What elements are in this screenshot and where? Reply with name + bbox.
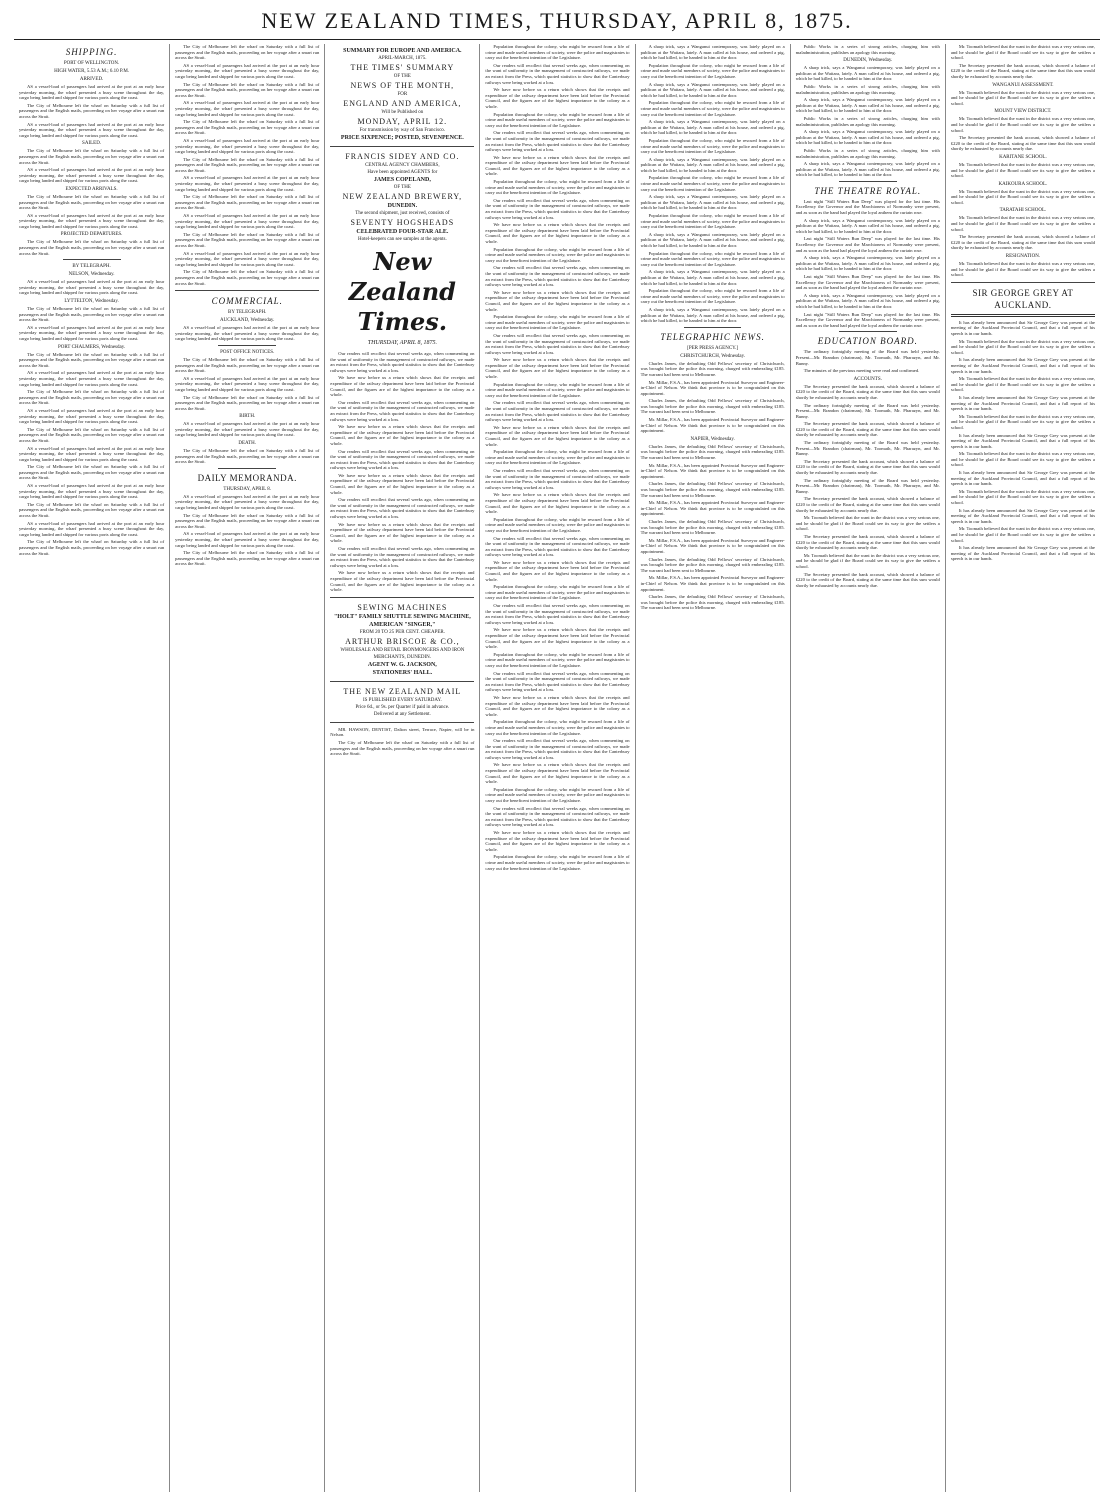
news-para: Population throughout the colony, who might be rescued from a life of crime and made useful members of society, were the police and magistrates to carry out the beneficent intention of the Legislature. [640, 137, 785, 155]
news-para: The City of Melbourne left the wharf on Saturday with a full list of passengers and the English mails, proceeding on her voyage after a smart run across the Strait. [175, 119, 320, 136]
leader-para: Our readers will recollect that several weeks ago, when commenting on the want of uniformity in the management of constructed railways, we made an extract from the Press, which quoted statistics to show that the Canterbury railways were being worked at a loss. [485, 603, 630, 625]
grey-para: Mr. Toomath believed that the want in the district was a very serious one, and he should be glad if the Board could see its way to give the settlers a school. [950, 526, 1095, 543]
news-para: A sharp trick, says a Wanganui contemporary, was lately played on a publican at the Waitara, lately. A man called at his house, and ordered a pig, which he had killed, to be handed to him at the door. [640, 269, 785, 286]
grey-para: It has already been announced that Sir George Grey was present at the meeting of the Auckland Provincial Council, and that a full report of his speech is in our hands. [950, 507, 1095, 524]
mail-price: Price 6d., or 9s. per Quarter if paid in advance. [355, 704, 450, 710]
education-para: Mr. Toomath believed that the want in the district was a very serious one, and he should be glad if the Board could see its way to give the settlers a school. [950, 161, 1095, 179]
news-para: The City of Melbourne left the wharf on Saturday with a full list of passengers and the English mails, proceeding on her voyage after a smart run across the Strait. [175, 269, 320, 286]
briscoe-line: WHOLESALE AND RETAIL IRONMONGERS AND IRON MERCHANTS, DUNEDIN. [340, 647, 465, 660]
shipping-para: AS a vessel-load of passengers had arrived at the port at an early hour yesterday morning, the wharf presented a busy scene throughout the day, cargo being landed and shipped for various ports along the coast. [19, 324, 165, 341]
news-para: A sharp trick, says a Wanganui contemporary, was lately played on a publican at the Waitara, lately. A man called at his house, and ordered a pig, which he had killed, to be handed to him at the door. [795, 129, 940, 146]
shipping-title: SHIPPING. [65, 47, 118, 57]
leader-date: THURSDAY, APRIL 8, 1875. [367, 340, 437, 346]
post-para: AS a vessel-load of passengers had arrived at the port at an early hour yesterday morning, the wharf presented a busy scene throughout the day, cargo being landed and shipped for various ports along the coast. [175, 375, 320, 392]
sewing-singer: AMERICAN "SINGER," [369, 621, 436, 628]
dunedin-text: DUNEDIN. [387, 203, 418, 209]
news-para: A sharp trick, says a Wanganui contemporary, was lately played on a publican at the Waitara, lately. A man called at his house, and ordered a pig, which he had killed, to be handed to him at the door. [640, 231, 785, 248]
summary-advert [330, 47, 474, 142]
ale-note: Hotel-keepers can see samples at the agents. [357, 237, 447, 242]
divider [330, 597, 474, 598]
leader-para: Our readers will recollect that several weeks ago, when commenting on the want of uniformity in the management of constructed railways, we made an extract from the Press, which quoted statistics to show that the Canterbury railways were being worked at a loss. [485, 332, 630, 355]
news-para: A sharp trick, says a Wanganui contemporary, was lately played on a publican at the Waitara, lately. A man called at his house, and ordered a pig, which he had killed, to be handed to him at the door. [640, 119, 785, 136]
divider [684, 327, 742, 328]
theatre-title: THE THEATRE ROYAL. [814, 185, 922, 196]
brewery-name: NEW ZEALAND BREWERY, [342, 192, 463, 201]
arrived-heading: ARRIVED. [79, 77, 104, 82]
news-para: The City of Melbourne left the wharf on Saturday with a full list of passengers and the English mails, proceeding on her voyage after a smart run across the Strait. [175, 44, 320, 61]
grey-para: Mr. Toomath believed that the want in the district was a very serious one, and he should be glad if the Board could see its way to give the settlers a school. [950, 488, 1095, 506]
news-para: The City of Melbourne left the wharf on Saturday with a full list of passengers and the English mails, proceeding on her voyage after a smart run across the Strait. [175, 512, 320, 529]
leader-para: Population throughout the colony, who might be rescued from a life of crime and made useful members of society, were the police and magistrates to carry out the beneficent intention of the Legislature. [485, 584, 630, 601]
telegram-para: Charles James, the defaulting Odd Fellows' secretary of Christchurch, was brought before the police this morning, charged with embezzling £185. The warrant had been sent to Melbourne. [640, 556, 785, 573]
news-para: A sharp trick, says a Wanganui contemporary, was lately played on a publican at the Waitara, lately. A man called at his house, and ordered a pig, which he had killed, to be handed to him at the door. [640, 194, 785, 211]
leader-para: Population throughout the colony, who might be rescued from a life of crime and made useful members of society, were the police and magistrates to carry out the beneficent intention of the Legislature. [485, 449, 630, 466]
leader-para: Our readers will recollect that several weeks ago, when commenting on the want of uniformity in the management of constructed railways, we made an extract from the Press, which quoted statistics to show that the Canterbury railways were being worked at a loss. [485, 805, 630, 828]
shipping-para: The City of Melbourne left the wharf on Saturday with a full list of passengers and the English mails, proceeding on her voyage after a smart run across the Strait. [19, 351, 165, 368]
news-para: Population throughout the colony, who might be rescued from a life of crime and made useful members of society, were the police and magistrates to carry out the beneficent intention of the Legislature. [640, 250, 785, 267]
telegram-para: Mr. Millar, F.S.A., has been appointed Provincial Surveyor and Engineer-in-Chief of Nelson. We think that province is to be congratulated on this appointment. [640, 500, 785, 517]
mail-title: THE NEW ZEALAND MAIL [343, 686, 462, 696]
sewing-brand: "HOLT" FAMILY SHUTTLE SEWING MACHINE, [333, 613, 471, 620]
divider [951, 282, 1095, 283]
mail-advert [330, 686, 474, 718]
karitane-heading: KARITANE SCHOOL. [999, 154, 1047, 160]
news-para: Public Works in a series of strong articles, charging him with maladministration, publishes an apology this morning. [795, 147, 940, 159]
sailed-heading: SAILED. [82, 141, 102, 147]
news-para: A sharp trick, says a Wanganui contemporary, was lately played on a publican at the Waitara, lately. A man called at his house, and ordered a pig, which he had killed, to be handed to him at the door. [795, 97, 940, 114]
divider [839, 181, 897, 182]
leader-para: Our readers will recollect that several weeks ago, when commenting on the want of uniformity in the management of constructed railways, we made an extract from the Press, which quoted statistics to show that the Canterbury railways were being worked at a loss. [485, 197, 630, 220]
telegram-para: Charles James, the defaulting Odd Fellows' secretary of Christchurch, was brought before the police this morning, charged with embezzling £185. The warrant had been sent to Melbourne. [640, 594, 785, 611]
memoranda-title: DAILY MEMORANDA. [197, 472, 297, 483]
leader-para: We have now before us a return which shows that the receipts and expenditure of the railway department have been laid before the Provincial Council, and the figures are of the highest importance to the colony as a whole. [485, 222, 630, 244]
grey-para: It has already been announced that Sir George Grey was present at the meeting of the Auckland Provincial Council, and that a full report of his speech is in our hands. [950, 432, 1095, 449]
column-news [635, 44, 790, 1492]
leader-para: Our readers will recollect that several weeks ago, when commenting on the want of uniformity in the management of constructed railways, we made an extract from the Press, which quoted statistics to show that the Canterbury railways were being worked at a loss. [485, 535, 630, 558]
hogsheads-text: SEVENTY HOGSHEADS [350, 218, 455, 227]
column-adverts [324, 44, 479, 1492]
telegram-para: Mr. Millar, F.S.A., has been appointed Provincial Surveyor and Engineer-in-Chief of Nelson. We think that province is to be congratulated on this appointment. [640, 537, 785, 554]
leader-para: Our readers will recollect that several weeks ago, when commenting on the want of uniformity in the management of constructed railways, we made an extract from the Press, which quoted statistics to show that the Canterbury railways were being worked at a loss. [485, 130, 630, 153]
shipping-para: The City of Melbourne left the wharf on Saturday with a full list of passengers and the English mails, proceeding on her voyage after a smart run across the Strait. [19, 539, 165, 556]
education-para: The Secretary presented the bank account, which showed a balance of £220 to the credit of the Board, stating at the same time that this sum would shortly be exhausted by accounts nearly due. [795, 421, 940, 438]
transmission-text: For transmission by way of San Francisco. [359, 128, 446, 133]
briscoe-name: ARTHUR BRISCOE & CO., [345, 636, 460, 646]
shipping-para: The City of Melbourne left the wharf on Saturday with a full list of passengers and the English mails, proceeding on her voyage after a smart run across the Strait. [19, 102, 165, 119]
news-para: Population throughout the colony, who might be rescued from a life of crime and made useful members of society, were the police and magistrates to carry out the beneficent intention of the Legislature. [640, 175, 785, 192]
sidey-line: CENTRAL AGENCY CHAMBERS, [365, 163, 440, 168]
commercial-place: AUCKLAND, Wednesday. [220, 318, 275, 324]
shipping-para: AS a vessel-load of passengers had arrived at the port at an early hour yesterday morning, the wharf presented a busy scene throughout the day, cargo being landed and shipped for various ports along the coast. [19, 445, 165, 462]
chalmers-dateline: PORT CHALMERS, Wednesday. [58, 344, 126, 350]
news-of-month: NEWS OF THE MONTH, [350, 81, 455, 90]
theatre-para: Last night "Still Waters Run Deep" was played for the last time. His Excellency the Governor and the Marchioness of Normanby were present, and as soon as the band had played the loyal anthem the curtain rose. [795, 198, 940, 216]
mail-line: IS PUBLISHED EVERY SATURDAY. [362, 697, 442, 703]
education-para: Mr. Toomath believed that the want in the district was a very serious one, and he should be glad if the Board could see its way to give the settlers a school. [795, 552, 940, 569]
copeland-name: JAMES COPELAND, [373, 177, 431, 183]
wanganui-heading: WANGANUI ASSESSMENT. [992, 82, 1054, 88]
leader-para: Population throughout the colony, who might be rescued from a life of crime and made useful members of society, were the police and magistrates to carry out the beneficent intention of the Legislature. [485, 719, 630, 736]
jackson-agent: AGENT W. G. JACKSON, [367, 661, 437, 668]
education-para: The ordinary fortnightly meeting of the Board was held yesterday. Present—Mr. Brandon (chairman), Mr. Toomath, Mr. Pharazyn, and Mr. Bunny. [795, 440, 940, 457]
projected-heading: PROJECTED DEPARTURES. [60, 232, 123, 238]
news-para: AS a vessel-load of passengers had arrived at the port at an early hour yesterday morning, the wharf presented a busy scene throughout the day, cargo being landed and shipped for various ports along the coast. [175, 213, 320, 230]
leader-para: Our readers will recollect that several weeks ago, when commenting on the want of uniformity in the management of constructed railways, we made an extract from the Press, which quoted statistics to show that the Canterbury railways were being worked at a loss. [485, 400, 630, 423]
kaikoura-heading: KAIKOURA SCHOOL. [998, 181, 1048, 187]
shipment-text: The second shipment, just received, consists of [355, 211, 450, 216]
leader-para: We have now before us a return which shows that the receipts and expenditure of the railway department have been laid before the Provincial Council, and the figures are of the highest importance to the colony as a whole. [485, 289, 630, 312]
grey-para: Mr. Toomath believed that the want in the district was a very serious one, and he should be glad if the Board could see its way to give the settlers a school. [950, 451, 1095, 468]
education-para: Mr. Toomath believed that the want in the district was a very serious one, and he should be glad if the Board could see its way to give the settlers a school. [950, 261, 1095, 278]
sidey-advert [330, 151, 474, 243]
leader-para: We have now before us a return which shows that the receipts and expenditure of the railway department have been laid before the Provincial Council, and the figures are of the highest importance to the colony as a whole. [485, 830, 630, 852]
education-para: The Secretary presented the bank account, which showed a balance of £220 to the credit of the Board, stating at the same time that this sum would shortly be exhausted by accounts nearly due. [795, 458, 940, 476]
leader-para: We have now before us a return which shows that the receipts and expenditure of the railway department have been laid before the Provincial Council, and the figures are of the highest importance to the colony as a whole. [485, 154, 630, 177]
news-para: AS a vessel-load of passengers had arrived at the port at an early hour yesterday morning, the wharf presented a busy scene throughout the day, cargo being landed and shipped for various ports along the coast. [175, 62, 320, 79]
memoranda-para: AS a vessel-load of passengers had arrived at the port at an early hour yesterday morning, the wharf presented a busy scene throughout the day, cargo being landed and shipped for various ports along the coast. [175, 493, 320, 511]
education-para: Mr. Toomath believed that the want in the district was a very serious one, and he should be glad if the Board could see its way to give the settlers a school. [950, 188, 1095, 205]
times-summary: THE TIMES' SUMMARY [350, 63, 455, 72]
column-shipping [14, 44, 169, 1492]
telegram-para: Charles James, the defaulting Odd Fellows' secretary of Christchurch, was brought before the police this morning, charged with embezzling £185. The warrant had been sent to Melbourne. [640, 518, 785, 536]
leader-para: Our readers will recollect that several weeks ago, when commenting on the want of uniformity in the management of constructed railways, we made an extract from the Press, which quoted statistics to show that the Canterbury railways were being worked at a loss. [485, 467, 630, 490]
summary-title: SUMMARY FOR EUROPE AND AMERICA. [343, 48, 462, 54]
leader-para: Our readers will recollect that several weeks ago, when commenting on the want of uniformity in the management of constructed railways, we made an extract from the Press, which quoted statistics to show that the Canterbury railways were being worked at a loss. [485, 62, 630, 85]
leader-para: Population throughout the colony, who might be rescued from a life of crime and made useful members of society, were the police and magistrates to carry out the beneficent intention of the Legislature. [485, 246, 630, 263]
sidey-agents: Have been appointed AGENTS for [367, 170, 438, 175]
shipping-para: AS a vessel-load of passengers had arrived at the port at an early hour yesterday morning, the wharf presented a busy scene throughout the day, cargo being landed and shipped for various ports along the coast. [19, 520, 165, 537]
telegram-para: Charles James, the defaulting Odd Fellows' secretary of Christchurch, was brought before the police this morning, charged with embezzling £185. The warrant had been sent to Melbourne. [640, 481, 785, 498]
theatre-para: A sharp trick, says a Wanganui contemporary, was lately played on a publican at the Waitara, lately. A man called at his house, and ordered a pig, which he had killed, to be handed to him at the door. [795, 292, 940, 309]
education-para: The ordinary fortnightly meeting of the Board was held yesterday. Present—Mr. Brandon (chairman), Mr. Toomath, Mr. Pharazyn, and Mr. Bunny. [795, 349, 940, 366]
birth-heading: BIRTH. [239, 414, 256, 420]
for-text: FOR [397, 92, 408, 97]
published-text: Will be Published on [381, 110, 424, 115]
christchurch-dateline: CHRISTCHURCH, Wednesday. [680, 353, 746, 359]
resignation-heading: RESIGNATION. [1005, 254, 1041, 260]
sewing-title: SEWING MACHINES [357, 602, 448, 612]
telegram-para: Mr. Millar, F.S.A., has been appointed Provincial Surveyor and Engineer-in-Chief of Nelson. We think that province is to be congratulated on this appointment. [640, 417, 785, 434]
sewing-price: FROM 20 TO 25 PER CENT. CHEAPER. [359, 629, 445, 635]
shipping-para: The City of Melbourne left the wharf on Saturday with a full list of passengers and the English mails, proceeding on her voyage after a smart run across the Strait. [19, 148, 165, 165]
leader-para: Population throughout the colony, who might be rescued from a life of crime and made useful members of society, were the police and magistrates to carry out the beneficent intention of the Legislature. [485, 111, 630, 128]
shipping-para: AS a vessel-load of passengers had arrived at the port at an early hour yesterday morning, the wharf presented a busy scene throughout the day, cargo being landed and shipped for various ports along the coast. [19, 84, 165, 101]
theatre-para: A sharp trick, says a Wanganui contemporary, was lately played on a publican at the Waitara, lately. A man called at his house, and ordered a pig, which he had killed, to be handed to him at the door. [795, 217, 940, 234]
shipping-para: The City of Melbourne left the wharf on Saturday with a full list of passengers and the English mails, proceeding on her voyage after a smart run across the Strait. [19, 464, 165, 481]
divider [839, 331, 897, 332]
leader-para: Our readers will recollect that several weeks ago, when commenting on the want of uniformity in the management of constructed railways, we made an extract from the Press, which quoted statistics to show that the Canterbury railways were being worked at a loss. [330, 399, 475, 422]
news-para: A sharp trick, says a Wanganui contemporary, was lately played on a publican at the Waitara, lately. A man called at his house, and ordered a pig, which he had killed, to be handed to him at the door. [640, 156, 785, 173]
shipping-para: AS a vessel-load of passengers had arrived at the port at an early hour yesterday morning, the wharf presented a busy scene throughout the day, cargo being landed and shipped for various ports along the coast. [19, 167, 165, 184]
leader-para: We have now before us a return which shows that the receipts and expenditure of the railway department have been laid before the Provincial Council, and the figures are of the highest importance to the colony as a whole. [485, 87, 630, 109]
theatre-para: A sharp trick, says a Wanganui contemporary, was lately played on a publican at the Waitara, lately. A man called at his house, and ordered a pig, which he had killed, to be handed to him at the door. [795, 255, 940, 272]
grey-para: It has already been announced that Sir George Grey was present at the meeting of the Auckland Provincial Council, and that a full report of his speech is in our hands. [950, 394, 1095, 412]
divider [218, 468, 276, 469]
publish-date: MONDAY, APRIL 12. [357, 117, 448, 126]
news-para: Public Works in a series of strong articles, charging him with maladministration, publishes an apology this morning. [795, 44, 940, 55]
post-para: The City of Melbourne left the wharf on Saturday with a full list of passengers and the English mails, proceeding on her voyage after a smart run across the Strait. [175, 356, 320, 374]
leader-para: We have now before us a return which shows that the receipts and expenditure of the railway department have been laid before the Provincial Council, and the figures are of the highest importance to the colony as a whole. [485, 357, 630, 380]
post-para: The City of Melbourne left the wharf on Saturday with a full list of passengers and the English mails, proceeding on her voyage after a smart run across the Strait. [175, 394, 320, 411]
mail-delivered: Delivered at any Settlement. [373, 711, 431, 717]
grey-para: Mr. Toomath believed that the want in the district was a very serious one, and he should be glad if the Board could see its way to give the settlers a school. [950, 338, 1095, 355]
telegram-para: Charles James, the defaulting Odd Fellows' secretary of Christchurch, was brought before the police this morning, charged with embezzling £185. The warrant had been sent to Melbourne. [640, 443, 785, 461]
education-para: The Secretary presented the bank account, which showed a balance of £220 to the credit of the Board, stating at the same time that this sum would shortly be exhausted by accounts nearly due. [795, 533, 940, 551]
grey-para: Mr. Toomath believed that the want in the district was a very serious one, and he should be glad if the Board could see its way to give the settlers a school. [950, 413, 1095, 430]
grey-para: It has already been announced that Sir George Grey was present at the meeting of the Auckland Provincial Council, and that a full report of his speech is in our hands. [950, 545, 1095, 562]
shipping-para: AS a vessel-load of passengers had arrived at the port at an early hour yesterday morning, the wharf presented a busy scene throughout the day, cargo being landed and shipped for various ports along the coast. [19, 483, 165, 500]
grey-para: It has already been announced that Sir George Grey was present at the meeting of the Auckland Provincial Council, and that a full report of his speech is in our hands. [950, 357, 1095, 374]
news-para: Population throughout the colony, who might be rescued from a life of crime and made useful members of society, were the police and magistrates to carry out the beneficent intention of the Legislature. [640, 100, 785, 117]
sewing-advert [330, 602, 474, 677]
shipping-para: AS a vessel-load of passengers had arrived at the port at an early hour yesterday morning, the wharf presented a busy scene throughout the day, cargo being landed and shipped for various ports along the coast. [19, 121, 165, 138]
news-para: A sharp trick, says a Wanganui contemporary, was lately played on a publican at the Waitara, lately. A man called at his house, and ordered a pig, which he had killed, to be handed to him at the door. [640, 81, 785, 98]
leader-para: We have now before us a return which shows that the receipts and expenditure of the railway department have been laid before the Provincial Council, and the figures are of the highest importance to the colony as a whole. [330, 521, 475, 544]
commercial-sub: BY TELEGRAPH. [228, 310, 267, 316]
theatre-para: Last night "Still Waters Run Deep" was played for the last time. His Excellency the Governor and the Marchioness of Normanby were present, and as soon as the band had played the loyal anthem the curtain rose. [795, 274, 940, 291]
price-text: PRICE SIXPENCE; POSTED, SEVENPENCE. [340, 135, 464, 141]
of-the-nz: OF THE [393, 185, 411, 190]
divider [330, 722, 474, 723]
leader-para: Our readers will recollect that several weeks ago, when commenting on the want of uniformity in the management of constructed railways, we made an extract from the Press, which quoted statistics to show that the Canterbury railways were being worked at a loss. [330, 546, 475, 568]
lyttelton-dateline: LYTTELTON, Wednesday. [64, 299, 119, 305]
shipping-para: AS a vessel-load of passengers had arrived at the port at an early hour yesterday morning, the wharf presented a busy scene throughout the day, cargo being landed and shipped for various ports along the coast. [19, 370, 165, 387]
telegram-para: Mr. Millar, F.S.A., has been appointed Provincial Surveyor and Engineer-in-Chief of Nelson. We think that province is to be congratulated on this appointment. [640, 575, 785, 592]
education-para: The Secretary presented the bank account, which showed a balance of £220 to the credit of the Board, stating at the same time that this sum would shortly be exhausted by accounts nearly due. [795, 571, 940, 588]
commercial-para: AS a vessel-load of passengers had arrived at the port at an early hour yesterday morning, the wharf presented a busy scene throughout the day, cargo being landed and shipped for various ports along the coast. [175, 325, 320, 342]
death-para: The City of Melbourne left the wharf on Saturday with a full list of passengers and the English mails, proceeding on her voyage after a smart run across the Strait. [175, 448, 320, 465]
column-leader [479, 44, 634, 1492]
shipping-para: The City of Melbourne left the wharf on Saturday with a full list of passengers and the English mails, proceeding on her voyage after a smart run across the Strait. [19, 306, 165, 323]
leader-para: We have now before us a return which shows that the receipts and expenditure of the railway department have been laid before the Provincial Council, and the figures are of the highest importance to the colony as a whole. [485, 492, 630, 515]
column-theatre [790, 44, 945, 1492]
dunedin-dateline: DUNEDIN, Wednesday. [843, 58, 893, 64]
nameplate: New Zealand Times. [348, 247, 456, 336]
telegraph-heading: BY TELEGRAPH. [72, 264, 111, 270]
sidey-name: FRANCIS SIDEY AND CO. [345, 152, 460, 161]
column-education [945, 44, 1100, 1492]
of-the: OF THE [393, 74, 411, 79]
news-para: Population throughout the colony, who might be rescued from a life of crime and made useful members of society, were the police and magistrates to carry out the beneficent intention of the Legislature. [640, 213, 785, 230]
news-para: A sharp trick, says a Wanganui contemporary, was lately played on a publican at the Waitara, lately. A man called at his house, and ordered a pig, which he had killed, to be handed to him at the door. [640, 44, 785, 61]
news-para: Population throughout the colony, who might be rescued from a life of crime and made useful members of society, were the police and magistrates to carry out the beneficent intention of the Legislature. [640, 288, 785, 305]
leader-para: Population throughout the colony, who might be rescued from a life of crime and made useful members of society, were the police and magistrates to carry out the beneficent intention of the Legislature. [485, 854, 630, 871]
shipping-para: AS a vessel-load of passengers had arrived at the port at an early hour yesterday morning, the wharf presented a busy scene throughout the day, cargo being landed and shipped for various ports along the coast. [19, 279, 165, 296]
news-para: The City of Melbourne left the wharf on Saturday with a full list of passengers and the English mails, proceeding on her voyage after a smart run across the Strait. [175, 194, 320, 211]
leader-para: We have now before us a return which shows that the receipts and expenditure of the railway department have been laid before the Provincial Council, and the figures are of the highest importance to the colony as a whole. [330, 472, 475, 495]
education-para: The Secretary presented the bank account, which showed a balance of £220 to the credit of the Board, stating at the same time that this sum would shortly be exhausted by accounts nearly due. [950, 62, 1095, 79]
columns [14, 44, 1100, 1492]
news-para: AS a vessel-load of passengers had arrived at the port at an early hour yesterday morning, the wharf presented a busy scene throughout the day, cargo being landed and shipped for various ports along the coast. [175, 100, 320, 117]
leader-para: We have now before us a return which shows that the receipts and expenditure of the railway department have been laid before the Provincial Council, and the figures are of the highest importance to the colony as a whole. [485, 762, 630, 785]
divider [330, 146, 474, 147]
commercial-title: COMMERCIAL. [211, 296, 283, 307]
leader-para: Our readers will recollect that several weeks ago, when commenting on the want of uniformity in the management of constructed railways, we made an extract from the Press, which quoted statistics to show that the Canterbury railways were being worked at a loss. [330, 351, 475, 373]
shipping-para: The City of Melbourne left the wharf on Saturday with a full list of passengers and the English mails, proceeding on her voyage after a smart run across the Strait. [19, 193, 165, 211]
death-heading: DEATH. [238, 441, 257, 447]
leader-para: Population throughout the colony, who might be rescued from a life of crime and made useful members of society, were the police and magistrates to carry out the beneficent intention of the Legislature. [485, 786, 630, 804]
education-para: Mr. Toomath believed that the want in the district was a very serious one, and he should be glad if the Board could see its way to give the settlers a school. [950, 215, 1095, 232]
shipping-para: The City of Melbourne left the wharf on Saturday with a full list of passengers and the English mails, proceeding on her voyage after a smart run across the Strait. [19, 239, 165, 256]
education-para: The Secretary presented the bank account, which showed a balance of £220 to the credit of the Board, stating at the same time that this sum would shortly be exhausted by accounts nearly due. [950, 234, 1095, 251]
memoranda-date: THURSDAY, APRIL 8. [223, 486, 272, 492]
shipping-para: AS a vessel-load of passengers had arrived at the port at an early hour yesterday morning, the wharf presented a busy scene throughout the day, cargo being landed and shipped for various ports along the coast. [19, 407, 165, 425]
leader-para: We have now before us a return which shows that the receipts and expenditure of the railway department have been laid before the Provincial Council, and the figures are of the highest importance to the colony as a whole. [485, 694, 630, 717]
theatre-para: Last night "Still Waters Run Deep" was played for the last time. His Excellency the Governor and the Marchioness of Normanby were present, and as soon as the band had played the loyal anthem the curtain rose. [795, 236, 940, 253]
ale-text: CELEBRATED FOUR-STAR ALE. [356, 229, 449, 235]
leader-para: Our readers will recollect that several weeks ago, when commenting on the want of uniformity in the management of constructed railways, we made an extract from the Press, which quoted statistics to show that the Canterbury railways were being worked at a loss. [485, 738, 630, 760]
news-para: Public Works in a series of strong articles, charging him with maladministration, publishes an apology this morning. [795, 83, 940, 95]
stationers-hall: STATIONERS' HALL. [372, 669, 433, 676]
tarata-heading: TARATAHI SCHOOL. [999, 208, 1047, 214]
nelson-dateline: NELSON, Wednesday. [68, 272, 115, 278]
leader-para: Population throughout the colony, who might be rescued from a life of crime and made useful members of society, were the police and magistrates to carry out the beneficent intention of the Legislature. [485, 44, 630, 61]
education-para: The ordinary fortnightly meeting of the Board was held yesterday. Present—Mr. Brandon (chairman), Mr. Toomath, Mr. Pharazyn, and Mr. Bunny. [795, 477, 940, 494]
leader-para: Population throughout the colony, who might be rescued from a life of crime and made useful members of society, were the police and magistrates to carry out the beneficent intention of the Legislature. [485, 651, 630, 668]
telegram-para: Mr. Millar, F.S.A., has been appointed Provincial Surveyor and Engineer-in-Chief of Nelson. We think that province is to be congratulated on this appointment. [640, 462, 785, 479]
news-para: The City of Melbourne left the wharf on Saturday with a full list of passengers and the English mails, proceeding on her voyage after a smart run across the Strait. [175, 81, 320, 98]
education-para: The Secretary presented the bank account, which showed a balance of £220 to the credit of the Board, stating at the same time that this sum would shortly be exhausted by accounts nearly due. [950, 135, 1095, 152]
education-para: The minutes of the previous meeting were read and confirmed. [803, 368, 920, 374]
leader-para: We have now before us a return which shows that the receipts and expenditure of the railway department have been laid before the Provincial Council, and the figures are of the highest importance to the colony as a whole. [330, 424, 475, 446]
shipping-para: AS a vessel-load of passengers had arrived at the port at an early hour yesterday morning, the wharf presented a busy scene throughout the day, cargo being landed and shipped for various ports along the coast. [19, 212, 165, 229]
port-name: PORT OF WELLINGTON. [63, 61, 120, 66]
education-para: Mr. Toomath believed that the want in the district was a very serious one, and he should be glad if the Board could see its way to give the settlers a school. [950, 44, 1095, 61]
leader-para: We have now before us a return which shows that the receipts and expenditure of the railway department have been laid before the Provincial Council, and the figures are of the highest importance to the colony as a whole. [485, 424, 630, 447]
news-para: AS a vessel-load of passengers had arrived at the port at an early hour yesterday morning, the wharf presented a busy scene throughout the day, cargo being landed and shipped for various ports along the coast. [175, 250, 320, 267]
news-para: AS a vessel-load of passengers had arrived at the port at an early hour yesterday morning, the wharf presented a busy scene throughout the day, cargo being landed and shipped for various ports along the coast. [175, 175, 320, 192]
leader-para: We have now before us a return which shows that the receipts and expenditure of the railway department have been laid before the Provincial Council, and the figures are of the highest importance to the colony as a whole. [330, 375, 475, 398]
education-para: Mr. Toomath believed that the want in the district was a very serious one, and he should be glad if the Board could see its way to give the settlers a school. [950, 116, 1095, 133]
leader-para: Our readers will recollect that several weeks ago, when commenting on the want of uniformity in the management of constructed railways, we made an extract from the Press, which quoted statistics to show that the Canterbury railways were being worked at a loss. [330, 497, 475, 520]
grey-para: It has already been announced that Sir George Grey was present at the meeting of the Auckland Provincial Council, and that a full report of his speech is in our hands. [950, 319, 1095, 336]
shipping-para: The City of Melbourne left the wharf on Saturday with a full list of passengers and the English mails, proceeding on her voyage after a smart run across the Strait. [19, 426, 165, 443]
shipping-para: The City of Melbourne left the wharf on Saturday with a full list of passengers and the English mails, proceeding on her voyage after a smart run across the Strait. [19, 501, 165, 519]
education-para: Mr. Toomath believed that the want in the district was a very serious one, and he should be glad if the Board could see its way to give the settlers a school. [950, 89, 1095, 106]
news-para: A sharp trick, says a Wanganui contemporary, was lately played on a publican at the Waitara, lately. A man called at his house, and ordered a pig, which he had killed, to be handed to him at the door. [640, 306, 785, 324]
leader-para: Population throughout the colony, who might be rescued from a life of crime and made useful members of society, were the police and magistrates to carry out the beneficent intention of the Legislature. [485, 381, 630, 398]
news-para: A sharp trick, says a Wanganui contemporary, was lately played on a publican at the Waitara, lately. A man called at his house, and ordered a pig, which he had killed, to be handed to him at the door. [795, 65, 940, 82]
dentist-advert: MR. HAWSON, DENTIST, Dalton street, Terrace, Napier, will be in Nelson. [330, 726, 475, 738]
leader-para: Population throughout the colony, who might be rescued from a life of crime and made useful members of society, were the police and magistrates to carry out the beneficent intention of the Legislature. [485, 516, 630, 533]
post-office-heading: POST OFFICE NOTICES. [220, 349, 275, 355]
napier-dateline: NAPIER, Wednesday. [690, 436, 735, 442]
leader-para: We have now before us a return which shows that the receipts and expenditure of the railway department have been laid before the Provincial Council, and the figures are of the highest importance to the colony as a whole. [485, 627, 630, 650]
grey-title: SIR GEORGE GREY AT AUCKLAND. [972, 287, 1074, 310]
mount-view-heading: MOUNT VIEW DISTRICT. [994, 109, 1052, 115]
news-para: The City of Melbourne left the wharf on Saturday with a full list of passengers and the English mails, proceeding on her voyage after a smart run across the Strait. [175, 550, 320, 567]
divider [175, 290, 319, 291]
accounts-heading: ACCOUNTS. [853, 376, 882, 382]
england-america: ENGLAND AND AMERICA, [343, 99, 462, 108]
leader-para: Our readers will recollect that several weeks ago, when commenting on the want of uniformity in the management of constructed railways, we made an extract from the Press, which quoted statistics to show that the Canterbury railways were being worked at a loss. [330, 448, 475, 471]
telegram-para: Mr. Millar, F.S.A., has been appointed Provincial Surveyor and Engineer-in-Chief of Nelson. We think that province is to be congratulated on this appointment. [640, 379, 785, 396]
education-title: EDUCATION BOARD. [817, 336, 918, 347]
leader-para: Population throughout the colony, who might be rescued from a life of crime and made useful members of society, were the police and magistrates to carry out the beneficent intention of the Legislature. [485, 314, 630, 331]
divider [63, 259, 121, 260]
shipping-para: The City of Melbourne left the wharf on Saturday with a full list of passengers and the English mails, proceeding on her voyage after a smart run across the Strait. [19, 389, 165, 406]
leader-para: We have now before us a return which shows that the receipts and expenditure of the railway department have been laid before the Provincial Council, and the figures are of the highest importance to the colony as a whole. [485, 559, 630, 582]
summary-date: APRIL-MARCH, 1875. [378, 56, 427, 61]
theatre-para: Last night "Still Waters Run Deep" was played for the last time. His Excellency the Governor and the Marchioness of Normanby were present, and as soon as the band had played the loyal anthem the curtain rose. [795, 311, 940, 328]
news-para: Public Works in a series of strong articles, charging him with maladministration, publishes an apology this morning. [795, 115, 940, 127]
grey-para: Mr. Toomath believed that the want in the district was a very serious one, and he should be glad if the Board could see its way to give the settlers a school. [950, 376, 1095, 393]
expected-heading: EXPECTED ARRIVALS. [65, 186, 118, 192]
news-para: A sharp trick, says a Wanganui contemporary, was lately played on a publican at the Waitara, lately. A man called at his house, and ordered a pig, which he had killed, to be handed to him at the door. [795, 161, 940, 178]
news-para: The City of Melbourne left the wharf on Saturday with a full list of passengers and the English mails, proceeding on her voyage after a smart run across the Strait. [330, 739, 475, 757]
divider [218, 345, 276, 346]
press-agency: [PER PRESS AGENCY.] [687, 345, 739, 351]
telegraphic-title: TELEGRAPHIC NEWS. [660, 331, 765, 342]
leader-para: Our readers will recollect that several weeks ago, when commenting on the want of uniformity in the management of constructed railways, we made an extract from the Press, which quoted statistics to show that the Canterbury railways were being worked at a loss. [485, 670, 630, 693]
newspaper-page [14, 8, 1100, 1492]
telegram-para: Charles James, the defaulting Odd Fellows' secretary of Christchurch, was brought before the police this morning, charged with embezzling £185. The warrant had been sent to Melbourne. [640, 360, 785, 377]
birth-para: AS a vessel-load of passengers had arrived at the port at an early hour yesterday morning, the wharf presented a busy scene throughout the day, cargo being landed and shipped for various ports along the coast. [175, 421, 320, 438]
telegram-para: Charles James, the defaulting Odd Fellows' secretary of Christchurch, was brought before the police this morning, charged with embezzling £185. The warrant had been sent to Melbourne. [640, 398, 785, 415]
leader-para: Our readers will recollect that several weeks ago, when commenting on the want of uniformity in the management of constructed railways, we made an extract from the Press, which quoted statistics to show that the Canterbury railways were being worked at a loss. [485, 265, 630, 288]
news-para: The City of Melbourne left the wharf on Saturday with a full list of passengers and the English mails, proceeding on her voyage after a smart run across the Strait. [175, 231, 320, 248]
education-para: The Secretary presented the bank account, which showed a balance of £220 to the credit of the Board, stating at the same time that this sum would shortly be exhausted by accounts nearly due. [795, 496, 940, 513]
education-para: Mr. Toomath believed that the want in the district was a very serious one, and he should be glad if the Board could see its way to give the settlers a school. [795, 515, 940, 532]
news-para: Population throughout the colony, who might be rescued from a life of crime and made useful members of society, were the police and magistrates to carry out the beneficent intention of the Legislature. [640, 62, 785, 79]
news-para: AS a vessel-load of passengers had arrived at the port at an early hour yesterday morning, the wharf presented a busy scene throughout the day, cargo being landed and shipped for various ports along the coast. [175, 137, 320, 155]
news-para: The City of Melbourne left the wharf on Saturday with a full list of passengers and the English mails, proceeding on her voyage after a smart run across the Strait. [175, 156, 320, 173]
grey-para: It has already been announced that Sir George Grey was present at the meeting of the Auckland Provincial Council, and that a full report of his speech is in our hands. [950, 470, 1095, 487]
masthead: NEW ZEALAND TIMES, THURSDAY, APRIL 8, 1875. [14, 8, 1100, 40]
leader-para: Population throughout the colony, who might be rescued from a life of crime and made useful members of society, were the police and magistrates to carry out the beneficent intention of the Legislature. [485, 179, 630, 196]
column-commercial [169, 44, 324, 1492]
leader-para: We have now before us a return which shows that the receipts and expenditure of the railway department have been laid before the Provincial Council, and the figures are of the highest importance to the colony as a whole. [330, 570, 475, 593]
education-para: The Secretary presented the bank account, which showed a balance of £220 to the credit of the Board, stating at the same time that this sum would shortly be exhausted by accounts nearly due. [795, 383, 940, 400]
tide-times: HIGH WATER, 5.53 A.M.; 6.10 P.M. [54, 69, 130, 74]
news-para: AS a vessel-load of passengers had arrived at the port at an early hour yesterday morning, the wharf presented a busy scene throughout the day, cargo being landed and shipped for various ports along the coast. [175, 531, 320, 548]
education-para: The ordinary fortnightly meeting of the Board was held yesterday. Present—Mr. Brandon (chairman), Mr. Toomath, Mr. Pharazyn, and Mr. Bunny. [795, 402, 940, 419]
divider [330, 681, 474, 682]
double-rule [951, 314, 1095, 317]
